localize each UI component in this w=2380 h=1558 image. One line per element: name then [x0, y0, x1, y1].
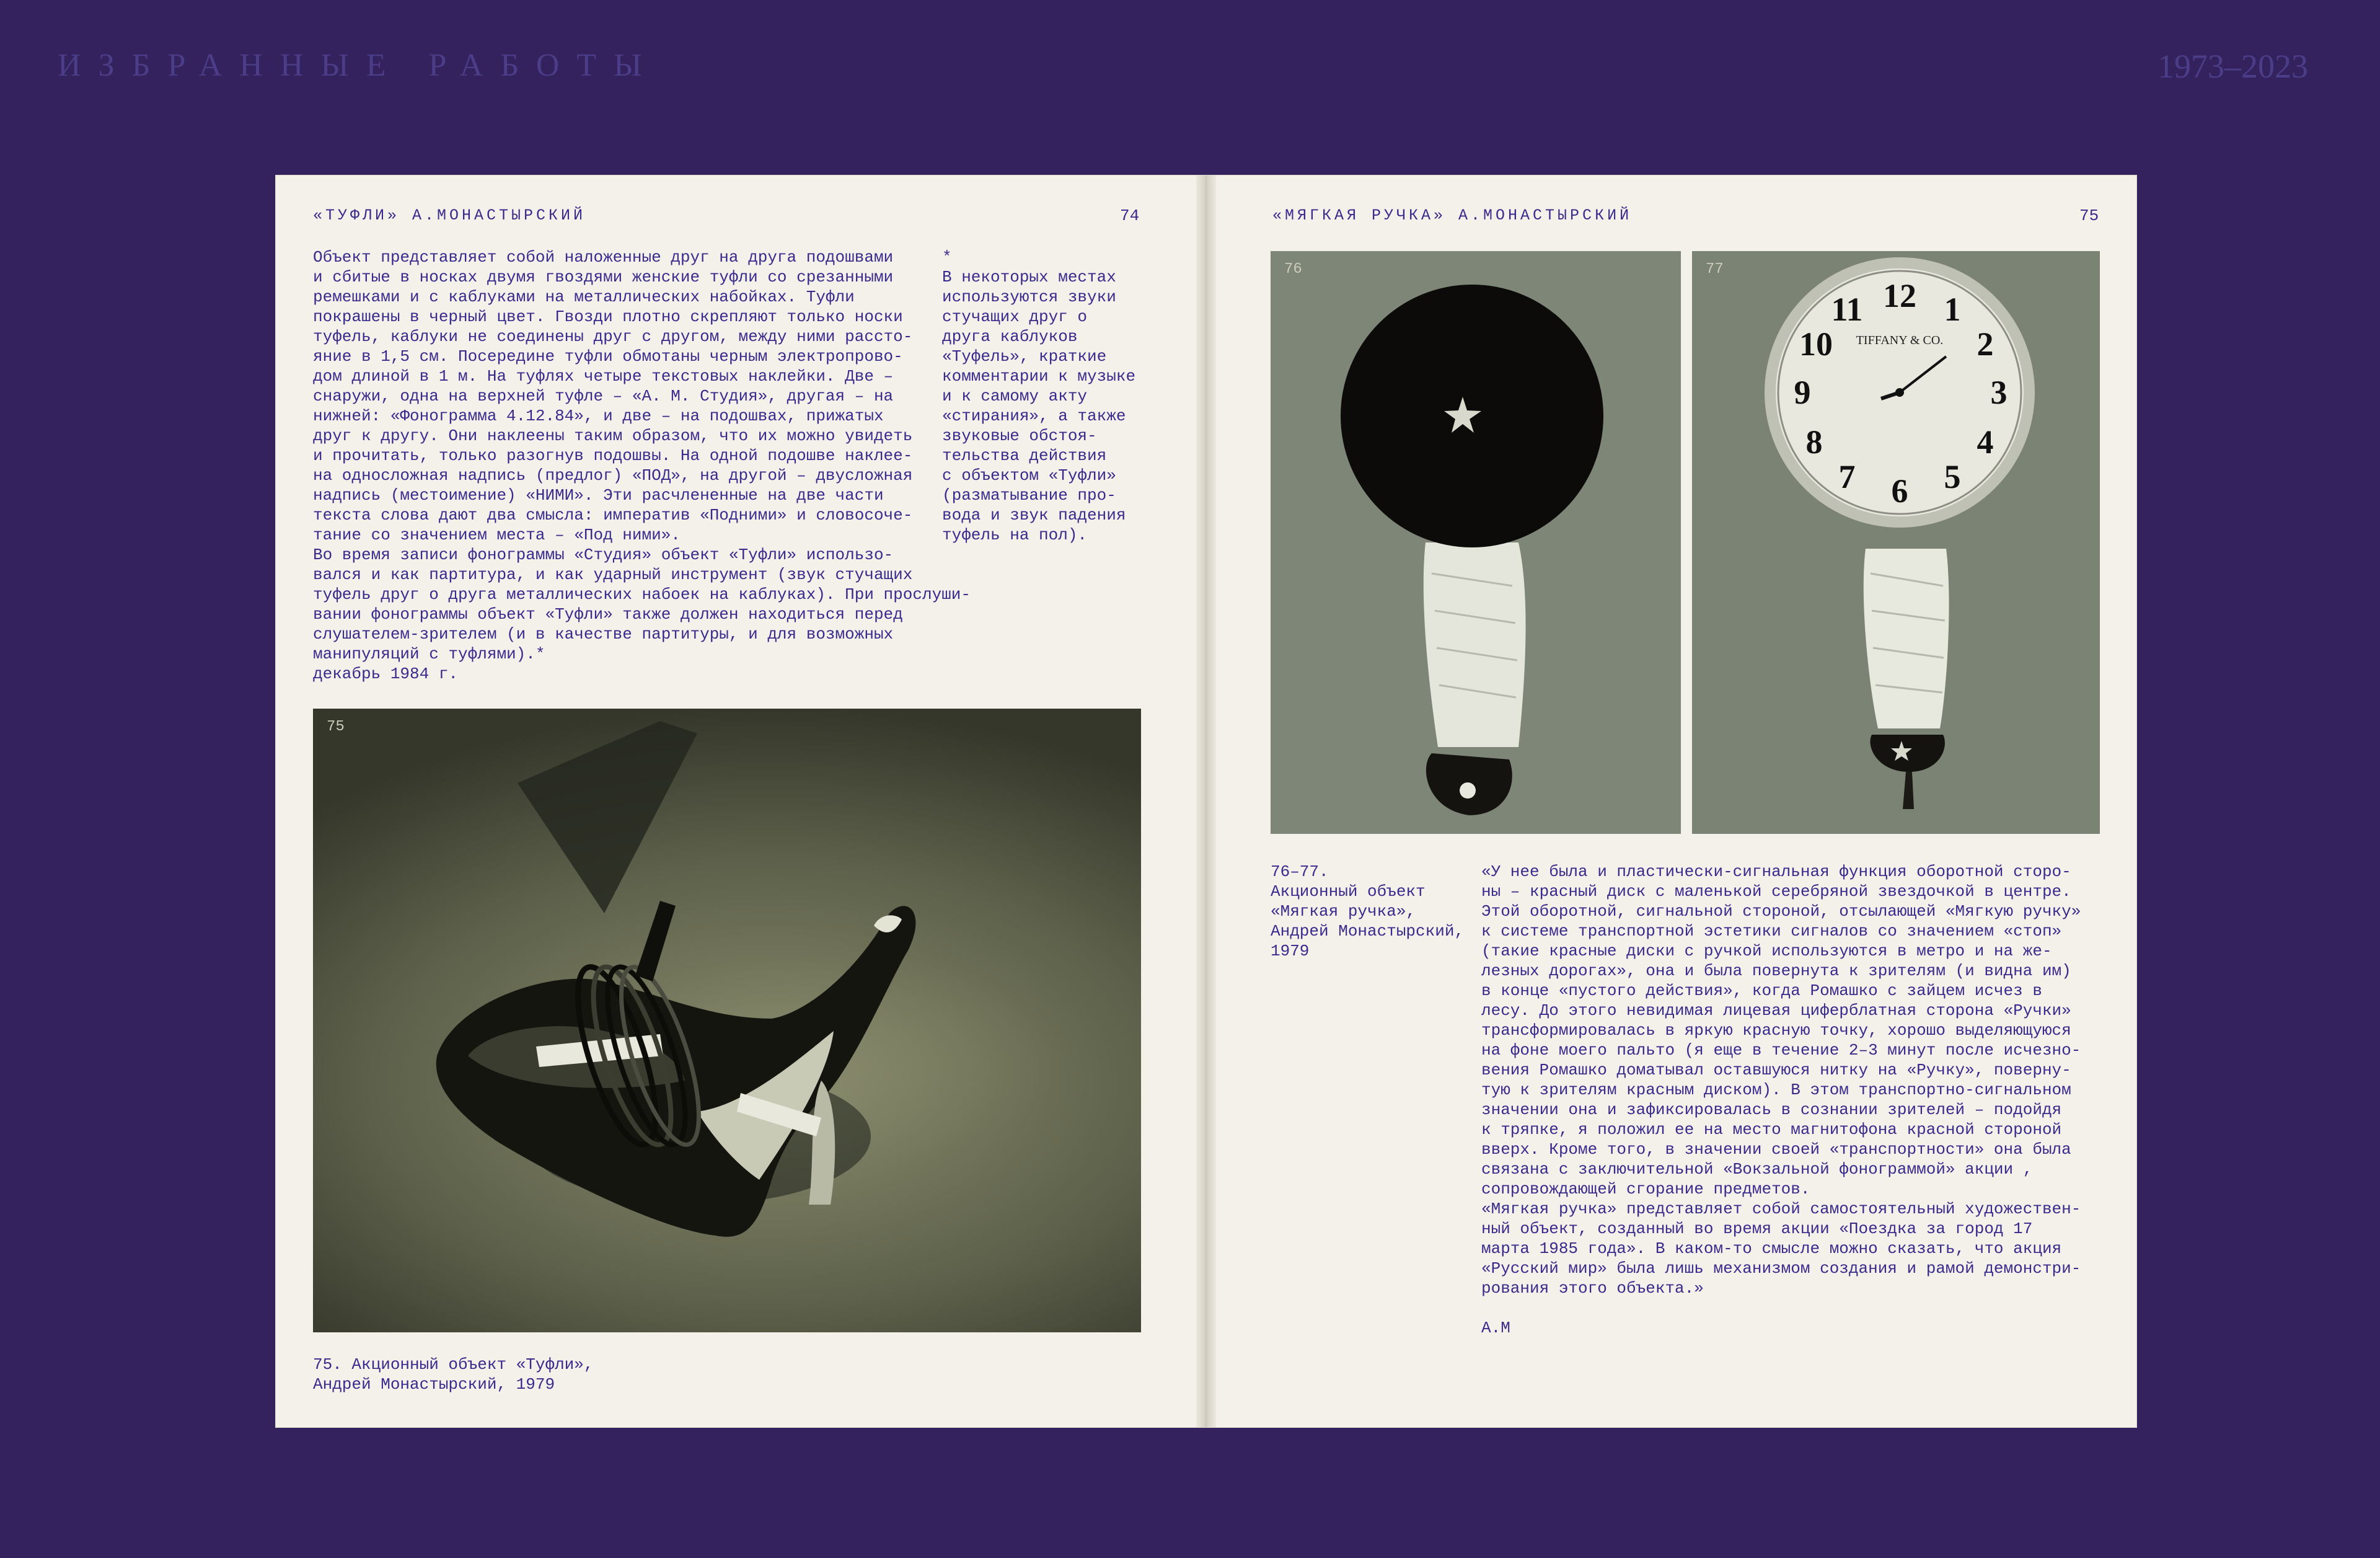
right-caption: 76–77. Акционный объект «Мягкая ручка», Андрей Монастырский, 1979 [1271, 862, 1465, 960]
photo-number-75: 75 [327, 719, 345, 735]
soft-handle-quote-text: «У нее была и пластически-сигнальная функция оборотной сторо- ны – красный диск с маленькой серебряной звездочкой в центре. Этой оборотной, сигнальной стороной, отсылающей «Мягкую ручку» к системе транспортной эстетики сигналов со значением «стоп» (такие красные диски с ручкой используются в метро и на же- лезных дорогах», она и была повернута к зрителям (и видна им) в конце «пустого действия», когда Ромашко с зайцем исчез в лесу. До этого невидимая лицевая циферблатная сторона «Ручки» трансформировалась в яркую красную точку, хорошо выделяющуюся на фоне моего пальто (я еще в течение 2–3 минут после исчезно- вения Ромашко доматывал оставшуюся нитку на «Ручку», поверну- тую к зрителям красным диском). В этом транспортно-сигнальном значении она и зафиксировалась в сознании зрителей – подойдя к тряпке, я положил ее на место магнитофона красной стороной вверх. Кроме того, в значении своей «транспортности» она была связана с заключительной «Вокзальной фонограммой» акции , сопровождающей сгорание предметов. «Мягкая ручка» представляет собой самостоятельный художествен- ный объект, созданный во время акции «Поездка за город 17 марта 1985 года». В каком-то смысле можно сказать, что акция «Русский мир» была лишь механизмом создания и рамой демонстри- рования этого объекта.» [1481, 862, 2081, 1298]
right-page-number: 75 [2079, 206, 2099, 225]
book-gutter [1196, 175, 1216, 1427]
signature: А.М [1481, 1319, 1510, 1337]
svg-text:9: 9 [1794, 374, 1811, 411]
svg-text:11: 11 [1831, 291, 1863, 328]
svg-text:6: 6 [1891, 472, 1908, 510]
footnote-text: * В некоторых местах используются звуки стучащих друг о друга каблуков «Туфель», краткие комментарии к музыке и к самому акту «стирания», а также звуковые обстоя- тельства действия с объектом «Туфли» (разматывание про- вода и звук падения туфель на пол). [942, 248, 1136, 544]
svg-text:3: 3 [1990, 374, 2008, 411]
svg-text:1: 1 [1944, 291, 1961, 328]
series-title: ИЗБРАННЫЕ РАБОТЫ [58, 48, 659, 83]
years-label: 1973–2023 [2157, 48, 2308, 85]
clock-brand: TIFFANY & CO. [1856, 334, 1944, 347]
photo-number-76: 76 [1284, 261, 1302, 278]
photo-number-77: 77 [1706, 261, 1724, 278]
left-running-head: «ТУФЛИ» А.МОНАСТЫРСКИЙ [313, 206, 586, 224]
right-running-head: «МЯГКАЯ РУЧКА» А.МОНАСТЫРСКИЙ [1272, 206, 1633, 224]
shoes-photo [313, 709, 1141, 1332]
svg-text:4: 4 [1977, 423, 1994, 461]
left-page-number: 74 [1120, 206, 1140, 225]
left-caption: 75. Акционный объект «Туфли», Андрей Монастырский, 1979 [313, 1355, 594, 1394]
svg-text:10: 10 [1799, 325, 1833, 363]
svg-text:8: 8 [1805, 423, 1823, 461]
soft-handle-back-photo [1271, 251, 1681, 834]
shoes-illustration [313, 709, 1141, 1332]
shoes-description-text: Объект представляет собой наложенные друг на друга подошвами и сбитые в носках двумя гвоздями женские туфли со срезанными ремешками и с каблуками на металлических набойках. Туфли покрашены в черный цвет. Гвозди плотно скрепляют только носки туфель, каблуки не соединены друг с другом, между ними рассто- яние в 1,5 см. Посередине туфли обмотаны черным электропрово- дом длиной в 1 м. На туфлях четыре текстовых наклейки. Две – снаружи, одна на верхней туфле – «А. М. Студия», другая – на нижней: «Фонограмма 4.12.84», и две – на подошвах, прижатых друг к другу. Они наклеены таким образом, что их можно увидеть и прочитать, только разогнув подошвы. На одной подошве наклее- на односложная надпись (предлог) «ПОД», на другой – двусложная надпись (местоимение) «НИМИ». Эти расчлененные на две части текста слова дают два смысла: императив «Подними» и словосоче- тание со значением места – «Под ними». Во время записи фонограммы «Студия» объект «Туфли» использо- вался и как партитура, и как ударный инструмент (звук стучащих туфель друг о друга металлических набоек на каблуках). При прослуши- вании фонограммы объект «Туфли» также должен находиться перед слушателем-зрителем (и в качестве партитуры, и для возможных манипуляций с туфлями).* декабрь 1984 г. [313, 248, 971, 683]
soft-handle-clock-photo [1692, 251, 2100, 834]
svg-text:12: 12 [1883, 277, 1916, 314]
book-spread [276, 175, 2136, 1427]
clock-illustration [1692, 251, 2100, 834]
svg-text:2: 2 [1977, 325, 1994, 363]
svg-text:5: 5 [1944, 458, 1961, 495]
red-disc-illustration [1271, 251, 1681, 834]
svg-text:7: 7 [1838, 458, 1856, 495]
